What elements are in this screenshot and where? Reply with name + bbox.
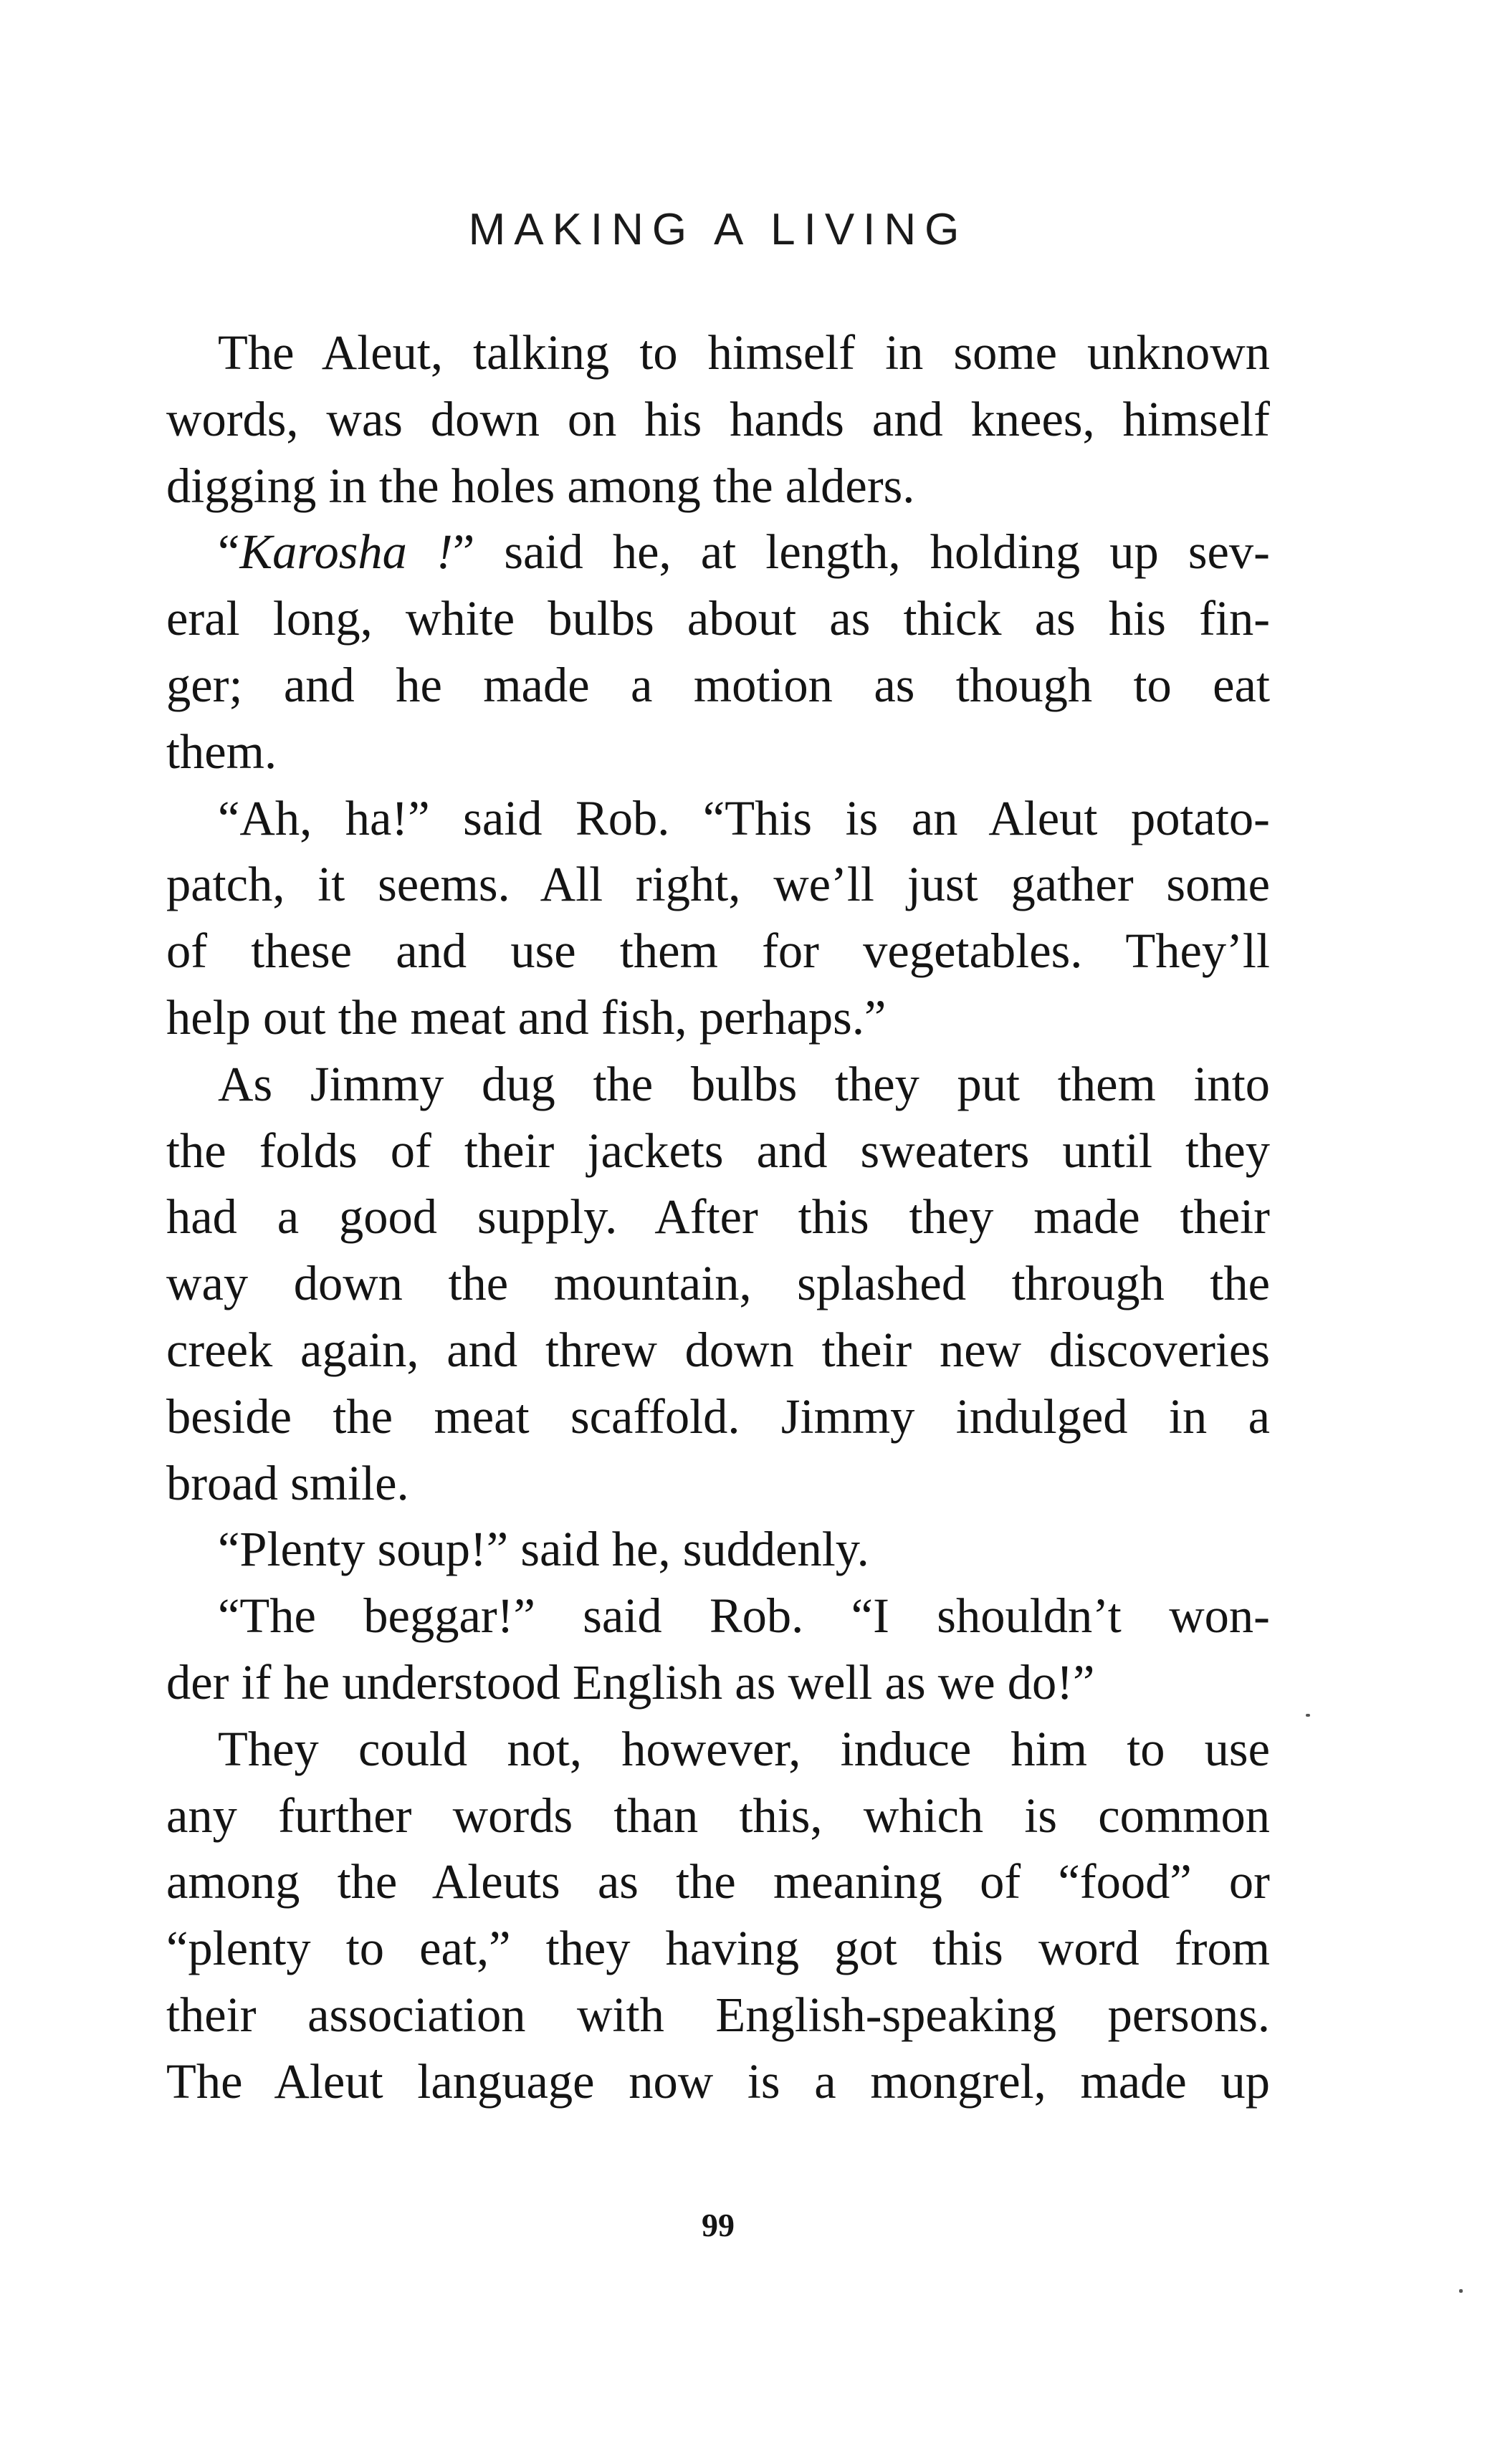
text-line: “plenty to eat,” they having got this word from [166, 1921, 1270, 1976]
text-line: them. [166, 724, 277, 779]
text-line: ger; and he made a motion as though to eat [166, 657, 1270, 712]
text-line: had a good supply. After this they made their [166, 1189, 1270, 1245]
text-line: beside the meat scaffold. Jimmy indulged in a [166, 1389, 1270, 1444]
text-line: “Ah, ha!” said Rob. “This is an Aleut potato- [218, 790, 1270, 845]
text-line: “The beggar!” said Rob. “I shouldn’t won- [218, 1588, 1270, 1644]
text-line: “Karosha !” said he, at length, holding up sev- [218, 524, 1270, 580]
print-speck [1306, 1714, 1310, 1717]
text-line: The Aleut language now is a mongrel, made up [166, 2053, 1270, 2109]
print-speck [1459, 2289, 1463, 2293]
text-line: among the Aleuts as the meaning of “food” or [166, 1854, 1270, 1909]
text-line: The Aleut, talking to himself in some unknown [218, 325, 1270, 380]
text-line: They could not, however, induce him to use [218, 1721, 1270, 1776]
text-line: “Plenty soup!” said he, suddenly. [218, 1522, 869, 1577]
text-line: any further words than this, which is common [166, 1788, 1270, 1843]
text-line: of these and use them for vegetables. They’ll [166, 924, 1270, 979]
text-line: way down the mountain, splashed through the [166, 1256, 1270, 1311]
text-line: help out the meat and fish, perhaps.” [166, 989, 887, 1045]
italic-word: Karosha ! [239, 524, 453, 580]
text-line: broad smile. [166, 1455, 409, 1510]
text-line: As Jimmy dug the bulbs they put them into [218, 1056, 1270, 1111]
running-head: MAKING A LIVING [468, 205, 968, 254]
text-line: der if he understood English as well as we do!” [166, 1654, 1095, 1710]
text-line: the folds of their jackets and sweaters until they [166, 1123, 1270, 1178]
text-line: patch, it seems. All right, we’ll just gather some [166, 857, 1270, 912]
text-line: eral long, white bulbs about as thick as his fin- [166, 591, 1270, 646]
body-text [166, 320, 1270, 2115]
text-line: digging in the holes among the alders. [166, 458, 915, 513]
page-number: 99 [702, 2207, 735, 2243]
text-line: creek again, and threw down their new discoveries [166, 1322, 1270, 1377]
text-line: their association with English-speaking persons. [166, 1987, 1270, 2042]
text-line: words, was down on his hands and knees, himself [166, 391, 1270, 446]
